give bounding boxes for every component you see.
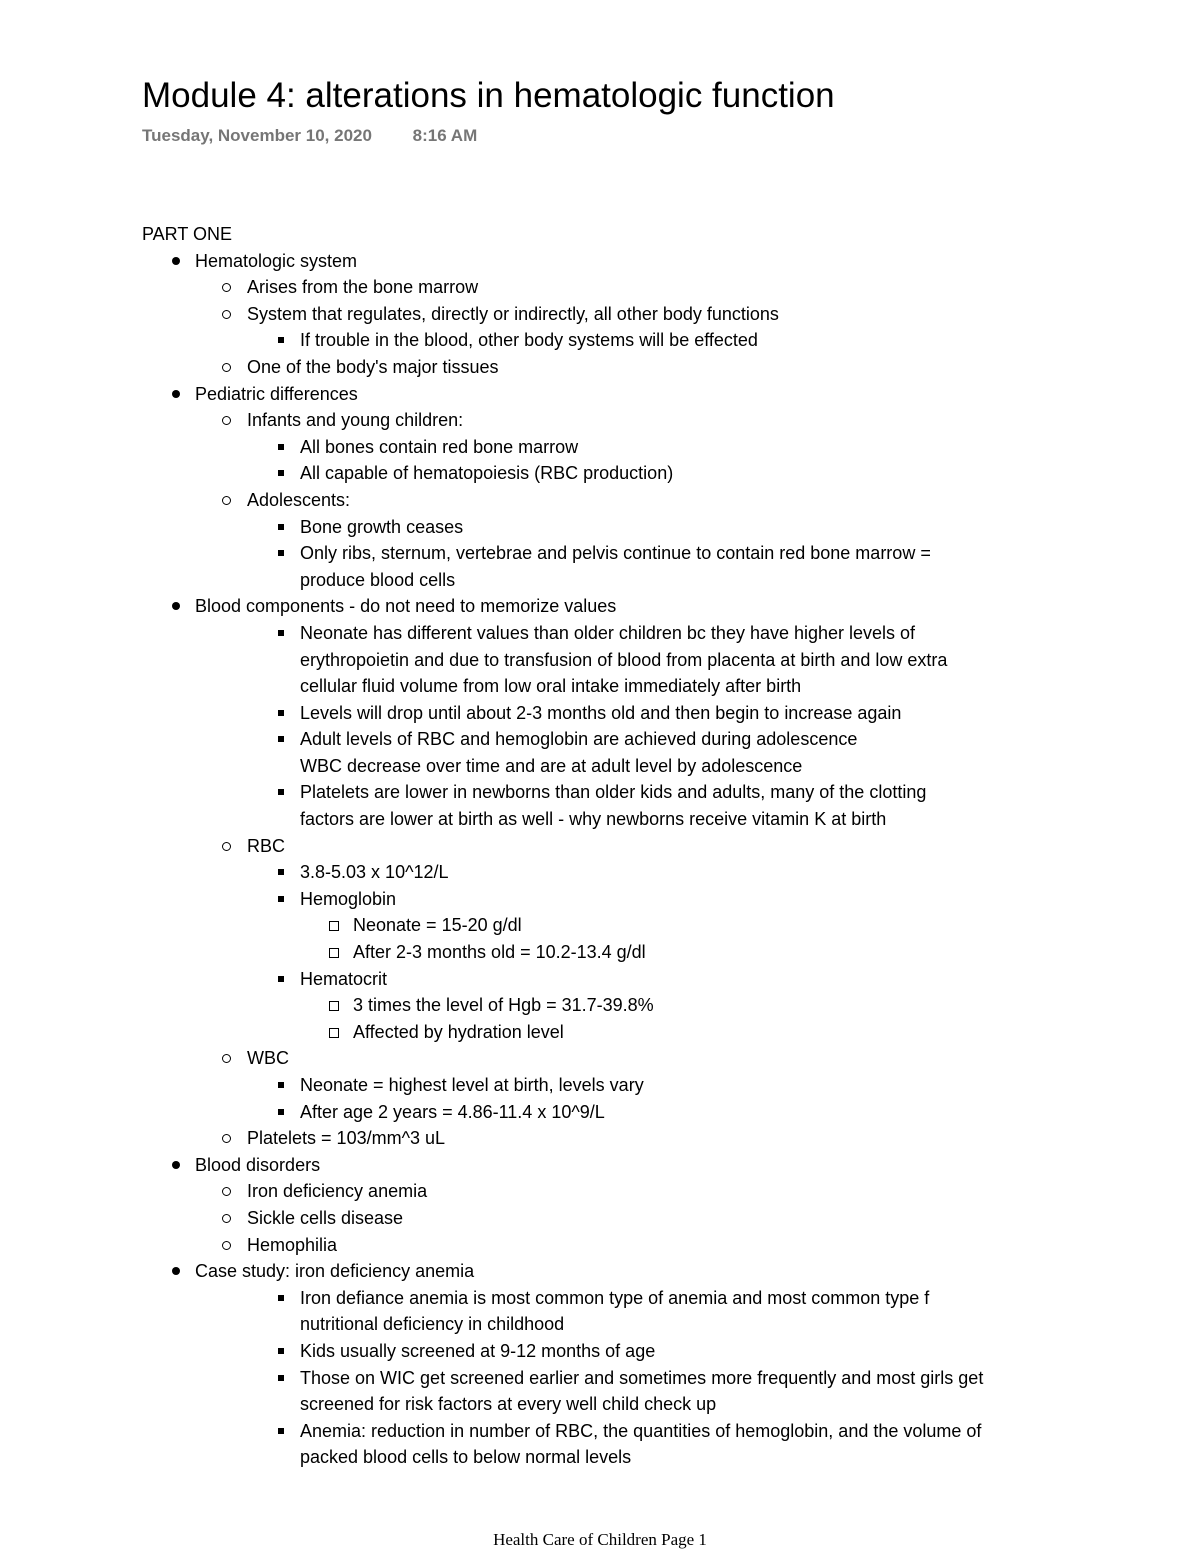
outline-text: After age 2 years = 4.86-11.4 x 10^9/L bbox=[300, 1101, 605, 1122]
outline-text: One of the body's major tissues bbox=[247, 356, 499, 377]
bullet-square-icon bbox=[278, 1295, 284, 1301]
outline-text: If trouble in the blood, other body systems will be effected bbox=[300, 330, 758, 351]
outline-line bbox=[142, 354, 1082, 381]
outline-text: cellular fluid volume from low oral intake immediately after birth bbox=[300, 676, 802, 697]
outline-line bbox=[142, 221, 1082, 248]
outline-line bbox=[142, 647, 1082, 674]
bullet-circle-icon bbox=[222, 1187, 231, 1196]
page-footer: Health Care of Children Page 1 bbox=[493, 1530, 707, 1549]
bullet-disc-icon bbox=[172, 390, 180, 398]
outline-line bbox=[142, 434, 1082, 461]
bullet-box-icon bbox=[329, 1028, 339, 1038]
outline-text: erythropoietin and due to transfusion of blood from placenta at birth and low extra bbox=[300, 649, 948, 670]
bullet-square-icon bbox=[278, 789, 284, 795]
outline-line bbox=[142, 1418, 1082, 1445]
outline-line bbox=[142, 327, 1082, 354]
outline-text: Adolescents: bbox=[247, 489, 351, 510]
outline-line bbox=[142, 1258, 1082, 1285]
bullet-disc-icon bbox=[172, 1161, 180, 1169]
outline-line bbox=[142, 1045, 1082, 1072]
bullet-square-icon bbox=[278, 976, 284, 982]
outline-text: Platelets are lower in newborns than older kids and adults, many of the clotting bbox=[300, 782, 927, 803]
outline-text: factors are lower at birth as well - why newborns receive vitamin K at birth bbox=[300, 809, 887, 830]
bullet-square-icon bbox=[278, 710, 284, 716]
bullet-square-icon bbox=[278, 550, 284, 556]
bullet-square-icon bbox=[278, 444, 284, 450]
outline-text: System that regulates, directly or indirectly, all other body functions bbox=[247, 303, 779, 324]
outline-text: PART ONE bbox=[142, 224, 233, 244]
outline-text: Hematologic system bbox=[195, 250, 358, 271]
outline-text: Adult levels of RBC and hemoglobin are achieved during adolescence bbox=[300, 729, 858, 750]
outline-line bbox=[142, 1232, 1082, 1259]
outline-line bbox=[142, 1019, 1082, 1046]
outline-text: WBC decrease over time and are at adult level by adolescence bbox=[300, 755, 803, 776]
outline-line bbox=[142, 806, 1082, 833]
outline-line bbox=[142, 567, 1082, 594]
outline-line bbox=[142, 1072, 1082, 1099]
outline-text: 3.8-5.03 x 10^12/L bbox=[300, 862, 449, 883]
outline-text: Hematocrit bbox=[300, 968, 388, 989]
bullet-square-icon bbox=[278, 630, 284, 636]
bullet-circle-icon bbox=[222, 1134, 231, 1143]
outline-line bbox=[142, 1099, 1082, 1126]
bullet-disc-icon bbox=[172, 1267, 180, 1275]
outline-line bbox=[142, 407, 1082, 434]
outline-text: produce blood cells bbox=[300, 569, 456, 590]
bullet-square-icon bbox=[278, 1082, 284, 1088]
outline-text: packed blood cells to below normal levels bbox=[300, 1447, 632, 1468]
outline-text: Iron deficiency anemia bbox=[247, 1181, 428, 1202]
outline-line bbox=[142, 912, 1082, 939]
outline-text: All bones contain red bone marrow bbox=[300, 436, 579, 457]
outline-text: Bone growth ceases bbox=[300, 516, 464, 537]
bullet-circle-icon bbox=[222, 1241, 231, 1250]
outline-text: Neonate = highest level at birth, levels vary bbox=[300, 1075, 644, 1095]
outline-line bbox=[142, 1444, 1082, 1471]
outline-text: Levels will drop until about 2-3 months old and then begin to increase again bbox=[300, 702, 902, 723]
outline-text: Sickle cells disease bbox=[247, 1207, 404, 1228]
page-title: Module 4: alterations in hematologic function bbox=[142, 76, 835, 115]
outline-line bbox=[142, 753, 1082, 780]
outline-line bbox=[142, 1391, 1082, 1418]
note-timestamp bbox=[142, 126, 477, 146]
bullet-square-icon bbox=[278, 896, 284, 902]
bullet-square-icon bbox=[278, 1348, 284, 1354]
outline-line bbox=[142, 540, 1082, 567]
outline-line bbox=[142, 833, 1082, 860]
bullet-square-icon bbox=[278, 1375, 284, 1381]
bullet-square-icon bbox=[278, 869, 284, 875]
outline-text: 3 times the level of Hgb = 31.7-39.8% bbox=[353, 995, 654, 1016]
outline-line bbox=[142, 939, 1082, 966]
outline-text: Pediatric differences bbox=[195, 383, 358, 404]
note-date: Tuesday, November 10, 2020 bbox=[142, 126, 372, 145]
outline-text: Hemoglobin bbox=[300, 888, 397, 909]
outline-line bbox=[142, 886, 1082, 913]
outline-line bbox=[142, 514, 1082, 541]
outline-text: WBC bbox=[247, 1048, 289, 1069]
outline-text: Affected by hydration level bbox=[353, 1021, 564, 1042]
outline-text: Hemophilia bbox=[247, 1234, 338, 1255]
outline-text: Case study: iron deficiency anemia bbox=[195, 1261, 475, 1282]
outline-line bbox=[142, 487, 1082, 514]
outline-text: Platelets = 103/mm^3 uL bbox=[247, 1128, 446, 1149]
bullet-box-icon bbox=[329, 1001, 339, 1011]
outline-line bbox=[142, 992, 1082, 1019]
outline-line bbox=[142, 726, 1082, 753]
outline-line bbox=[142, 274, 1082, 301]
outline-text: Anemia: reduction in number of RBC, the quantities of hemoglobin, and the volume of bbox=[300, 1420, 982, 1441]
notes-outline bbox=[142, 221, 1082, 1471]
outline-text: All capable of hematopoiesis (RBC production) bbox=[300, 463, 674, 484]
outline-text: Neonate = 15-20 g/dl bbox=[353, 915, 522, 936]
outline-text: Infants and young children: bbox=[247, 410, 464, 431]
bullet-circle-icon bbox=[222, 496, 231, 505]
outline-text: RBC bbox=[247, 835, 286, 856]
outline-text: screened for risk factors at every well child check up bbox=[300, 1394, 717, 1415]
bullet-circle-icon bbox=[222, 1054, 231, 1063]
bullet-square-icon bbox=[278, 337, 284, 343]
outline-line bbox=[142, 1152, 1082, 1179]
outline-line bbox=[142, 301, 1082, 328]
outline-text: Those on WIC get screened earlier and sometimes more frequently and most girls get bbox=[300, 1367, 984, 1388]
bullet-disc-icon bbox=[172, 602, 180, 610]
bullet-circle-icon bbox=[222, 310, 231, 319]
outline-text: After 2-3 months old = 10.2-13.4 g/dl bbox=[353, 942, 646, 963]
outline-line bbox=[142, 1311, 1082, 1338]
outline-line bbox=[142, 1125, 1082, 1152]
bullet-square-icon bbox=[278, 470, 284, 476]
bullet-square-icon bbox=[278, 524, 284, 530]
outline-text: Iron defiance anemia is most common type of anemia and most common type f bbox=[300, 1287, 930, 1308]
note-time: 8:16 AM bbox=[412, 126, 478, 145]
outline-line bbox=[142, 859, 1082, 886]
outline-line bbox=[142, 1365, 1082, 1392]
bullet-circle-icon bbox=[222, 283, 231, 292]
outline-text: Blood components - do not need to memorize values bbox=[195, 596, 617, 617]
outline-text: Arises from the bone marrow bbox=[247, 277, 479, 298]
outline-line bbox=[142, 381, 1082, 408]
bullet-disc-icon bbox=[172, 257, 180, 265]
outline-line bbox=[142, 460, 1082, 487]
outline-line bbox=[142, 673, 1082, 700]
outline-text: Blood disorders bbox=[195, 1154, 321, 1175]
outline-text: Kids usually screened at 9-12 months of age bbox=[300, 1340, 656, 1361]
bullet-square-icon bbox=[278, 1428, 284, 1434]
outline-line bbox=[142, 700, 1082, 727]
bullet-circle-icon bbox=[222, 1214, 231, 1223]
bullet-box-icon bbox=[329, 921, 339, 931]
bullet-circle-icon bbox=[222, 842, 231, 851]
bullet-square-icon bbox=[278, 736, 284, 742]
outline-text: Only ribs, sternum, vertebrae and pelvis continue to contain red bone marrow = bbox=[300, 543, 931, 564]
outline-line bbox=[142, 1285, 1082, 1312]
outline-line bbox=[142, 593, 1082, 620]
outline-line bbox=[142, 1205, 1082, 1232]
bullet-circle-icon bbox=[222, 363, 231, 372]
bullet-square-icon bbox=[278, 1109, 284, 1115]
outline-line bbox=[142, 1338, 1082, 1365]
outline-text: Neonate has different values than older children bc they have higher levels of bbox=[300, 622, 916, 643]
outline-line bbox=[142, 620, 1082, 647]
outline-line bbox=[142, 779, 1082, 806]
outline-text: nutritional deficiency in childhood bbox=[300, 1314, 565, 1335]
bullet-circle-icon bbox=[222, 416, 231, 425]
outline-line bbox=[142, 966, 1082, 993]
bullet-box-icon bbox=[329, 948, 339, 958]
outline-line bbox=[142, 248, 1082, 275]
outline-line bbox=[142, 1178, 1082, 1205]
